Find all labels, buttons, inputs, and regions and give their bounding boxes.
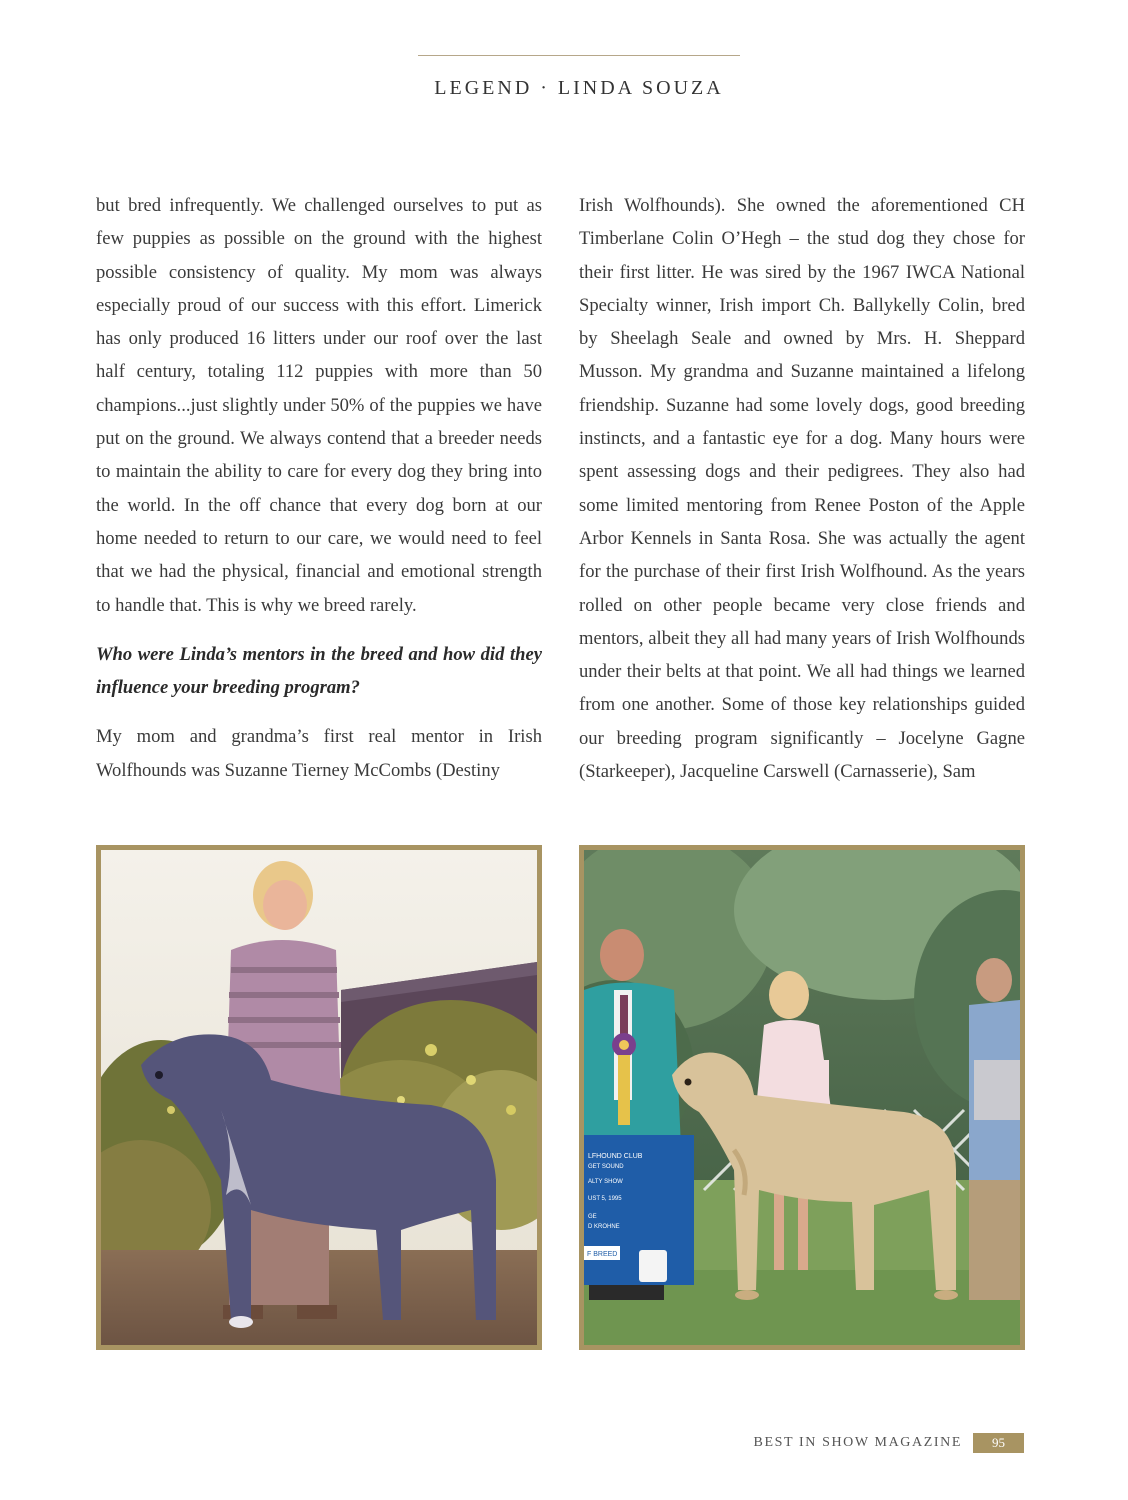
header-rule (418, 55, 740, 56)
sign-line-6: D KROHNE (588, 1224, 620, 1230)
photo-dog-show-tan-wolfhound (579, 845, 1025, 1350)
sign-line-7: F BREED (587, 1251, 618, 1258)
right-column (579, 189, 1025, 788)
interview-question: Who were Linda’s mentors in the breed and how did they influence your breeding program? (96, 643, 542, 699)
sign-line-1: LFHOUND CLUB (588, 1153, 643, 1160)
sign-line-5: GE (588, 1214, 597, 1220)
left-column (96, 189, 542, 787)
sign-line-4: UST 5, 1995 (588, 1196, 622, 1202)
photo-illustration-left (101, 850, 537, 1345)
left-paragraph-2: My mom and grandma’s first real mentor in Irish Wolfhounds was Suzanne Tierney McCombs (Destiny (96, 726, 542, 781)
page-header-title: LEGEND · LINDA SOUZA (434, 77, 724, 99)
photo-woman-with-dark-wolfhound (96, 845, 542, 1350)
page-footer (754, 1433, 1024, 1453)
left-paragraph-1: but bred infrequently. We challenged ourselves to put as few puppies as possible on the ground with the highest possible consistency of quality. My mom was always especially proud of our success with this effort. Limerick has only produced 16 litters under our roof over the last half century, totaling 112 puppies with more than 50 champions...just slightly under 50% of the puppies we have put on the ground. We always contend that a breeder needs to maintain the ability to care for every dog they bring into the world. In the off chance that every dog born at our home needed to return to our care, we would need to feel that we had the physical, financial and emotional strength to handle that. This is why we breed rarely. (96, 195, 542, 616)
right-paragraph-1: Irish Wolfhounds). She owned the aforementioned CH Timberlane Colin O’Hegh – the stud dog they chose for their first litter. He was sired by the 1967 IWCA National Specialty winner, Irish import Ch. Ballykelly Colin, bred by Sheelagh Seale and owned by Mrs. H. Sheppard Musson. My grandma and Suzanne maintained a lifelong friendship. Suzanne had some lovely dogs, good breeding instincts, and a fantastic eye for a dog. Many hours were spent assessing dogs and their pedigrees. They also had some limited mentoring from Renee Poston of the Apple Arbor Kennels in Santa Rosa. She was actually the agent for the purchase of their first Irish Wolfhound. As the years rolled on other people became very close friends and mentors, albeit they all had many years of Irish Wolfhounds under their belts at that point. We all had things we learned from one another. Some of those key relationships guided our breeding program significantly – Jocelyne Gagne (Starkeeper), Jacqueline Carswell (Carnasserie), Sam (579, 195, 1025, 783)
photo-illustration-right (584, 850, 1020, 1345)
sign-line-2: GET SOUND (588, 1164, 624, 1170)
sign-line-3: ALTY SHOW (588, 1179, 623, 1185)
footer-magazine-name: BEST IN SHOW MAGAZINE (753, 1435, 962, 1450)
footer-page-number: 95 (973, 1433, 1024, 1453)
